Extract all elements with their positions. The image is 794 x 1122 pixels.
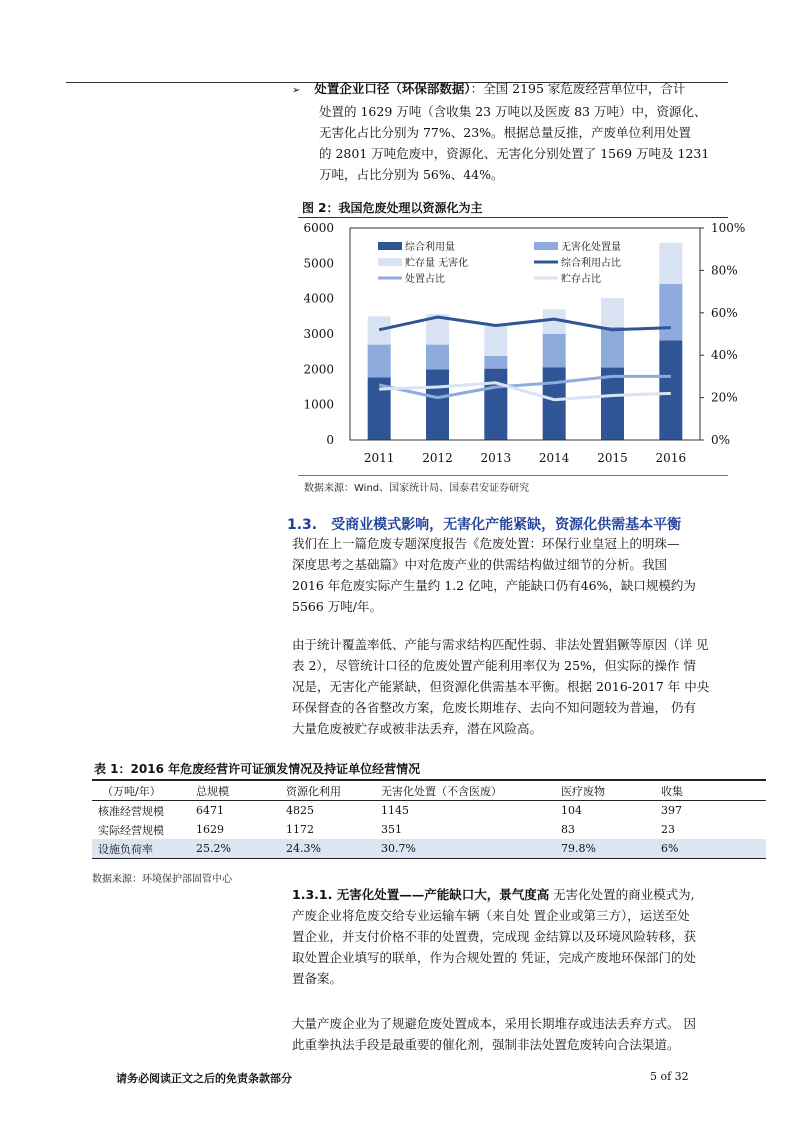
y2-tick-label: 0% bbox=[711, 433, 731, 447]
data-table bbox=[92, 779, 766, 859]
x-tick-label: 2014 bbox=[538, 451, 570, 465]
y-tick-label: 6000 bbox=[303, 221, 334, 235]
subsection-title: 1.3.1. 无害化处置——产能缺口大，景气度高 bbox=[292, 887, 550, 902]
bar-segment bbox=[659, 340, 682, 440]
bar-segment bbox=[368, 345, 391, 378]
table-cell: 351 bbox=[381, 823, 402, 836]
bullet-marker: ➢ bbox=[292, 85, 301, 96]
table-cell: 6471 bbox=[196, 804, 224, 817]
section-para-2-line-1: 表 2），尽管统计口径的危废处置产能利用率仅为 25%，但实际的操作 情 bbox=[292, 658, 696, 673]
section-para-1-line-0: 我们在上一篇危废专题深度报告《危废处置：环保行业皇冠上的明珠— bbox=[292, 536, 680, 551]
bar-segment bbox=[426, 345, 449, 370]
bar-segment bbox=[426, 369, 449, 440]
section-para-1 bbox=[292, 533, 742, 617]
bar-segment bbox=[484, 369, 507, 440]
y-tick-label: 2000 bbox=[303, 362, 334, 377]
bar-segment bbox=[484, 326, 507, 356]
legend-label: 无害化处置量 bbox=[561, 242, 621, 253]
footer-disclaimer: 请务必阅读正文之后的免责条款部分 bbox=[116, 1072, 292, 1085]
table-cell: 25.2% bbox=[196, 842, 231, 855]
bullet-line-1: 处置的 1629 万吨（含收集 23 万吨以及医废 83 万吨）中，资源化、 bbox=[319, 104, 707, 119]
series-line bbox=[379, 317, 671, 330]
table-header-medical: 医疗废物 bbox=[561, 784, 605, 798]
table-cell: 设施负荷率 bbox=[98, 842, 153, 856]
table-row bbox=[92, 820, 766, 839]
legend-label: 综合利用占比 bbox=[561, 258, 621, 269]
y2-tick-label: 100% bbox=[711, 221, 746, 235]
table-cell: 6% bbox=[661, 842, 679, 855]
table-cell: 1172 bbox=[286, 823, 314, 836]
bar-segment bbox=[659, 243, 682, 284]
table-header-resource: 资源化利用 bbox=[286, 784, 341, 798]
table-caption: 表 1：2016 年危废经营许可证颁发情况及持证单位经营情况 bbox=[94, 762, 421, 776]
bullet-paragraph bbox=[292, 78, 732, 185]
subsection-para-1 bbox=[292, 884, 742, 989]
table-cell: 实际经营规模 bbox=[98, 823, 164, 837]
bullet-line-3: 的 2801 万吨危废中，资源化、无害化分别处置了 1569 万吨及 1231 bbox=[319, 146, 710, 161]
table-cell: 核准经营规模 bbox=[98, 804, 164, 818]
subsection-para-2-line-0: 大量产废企业为了规避危废处置成本，采用长期堆存或违法丢弃方式。 因 bbox=[292, 1016, 696, 1031]
bullet-lead: 处置企业口径（环保部数据） bbox=[314, 81, 471, 96]
y2-tick-label: 40% bbox=[711, 348, 738, 363]
section-title: 受商业模式影响，无害化产能紧缺，资源化供需基本平衡 bbox=[331, 517, 682, 533]
section-para-1-line-1: 深度思考之基础篇》中对危废产业的供需结构做过细节的分析。我国 bbox=[292, 557, 668, 572]
y-tick-label: 5000 bbox=[303, 256, 334, 271]
y2-tick-label: 80% bbox=[711, 263, 738, 278]
y2-tick-label: 60% bbox=[711, 305, 738, 320]
table-cell: 397 bbox=[661, 804, 682, 817]
bar-segment bbox=[368, 316, 391, 344]
table-header-row bbox=[92, 780, 766, 801]
x-tick-label: 2013 bbox=[480, 451, 512, 465]
subsection-para-2-line-1: 此重拳执法手段是最重要的催化剂，强制非法处置危废转向合法渠道。 bbox=[292, 1037, 680, 1052]
legend-label: 综合利用量 bbox=[405, 242, 455, 253]
bar-segment bbox=[601, 298, 624, 327]
figure-caption: 图 2：我国危废处理以资源化为主 bbox=[302, 201, 483, 215]
section-para-2-line-2: 况是，无害化产能紧缺，但资源化供需基本平衡。根据 2016-2017 年 中央 bbox=[292, 679, 710, 694]
table-cell: 1145 bbox=[381, 804, 409, 817]
table-header-collect: 收集 bbox=[661, 784, 683, 798]
bar-segment bbox=[543, 334, 566, 367]
bar-segment bbox=[659, 284, 682, 341]
footer-page-number: 5 of 32 bbox=[650, 1070, 689, 1083]
section-para-2-line-4: 大量危废被贮存或被非法丢弃，潜在风险高。 bbox=[292, 721, 543, 736]
x-tick-label: 2012 bbox=[422, 451, 453, 465]
legend-label: 贮存占比 bbox=[561, 274, 601, 285]
section-number: 1.3. bbox=[287, 517, 318, 533]
table-cell: 23 bbox=[661, 823, 675, 836]
section-heading bbox=[287, 514, 681, 534]
table-cell: 24.3% bbox=[286, 842, 321, 855]
x-tick-label: 2011 bbox=[363, 451, 395, 465]
table-cell: 30.7% bbox=[381, 842, 416, 855]
y-tick-label: 0 bbox=[326, 433, 334, 447]
table-header-unit: （万吨/年） bbox=[102, 784, 161, 798]
table-cell: 79.8% bbox=[561, 842, 596, 855]
table-source: 数据来源：环境保护部固管中心 bbox=[92, 874, 232, 885]
figure-source: 数据来源：Wind、国家统计局、国泰君安证券研究 bbox=[304, 483, 530, 494]
table-cell: 4825 bbox=[286, 804, 314, 817]
plot-frame bbox=[350, 228, 700, 440]
subsection-first: 无害化处置的商业模式为, bbox=[549, 887, 695, 902]
section-para-1-line-3: 5566 万吨/年。 bbox=[292, 599, 382, 614]
bar-segment bbox=[601, 327, 624, 368]
table-cell: 104 bbox=[561, 804, 582, 817]
bar-segment bbox=[543, 367, 566, 440]
x-tick-label: 2015 bbox=[597, 451, 628, 465]
bullet-line-2: 无害化占比分别为 77%、23%。根据总量反推，产废单位利用处置 bbox=[319, 125, 692, 140]
section-para-2 bbox=[292, 634, 742, 739]
y-tick-label: 1000 bbox=[303, 397, 334, 412]
table-cell: 83 bbox=[561, 823, 575, 836]
subsection-line-0: 产废企业将危废交给专业运输车辆（来自处 置企业或第三方），运送至处 bbox=[292, 908, 690, 923]
bullet-line-4: 万吨，占比分别为 56%、44%。 bbox=[319, 167, 504, 182]
legend-swatch bbox=[378, 258, 402, 266]
table-row bbox=[92, 839, 766, 859]
y2-tick-label: 20% bbox=[711, 390, 738, 405]
bullet-line-0: ：全国 2195 家危废经营单位中，合计 bbox=[470, 81, 686, 96]
subsection-line-3: 置备案。 bbox=[292, 971, 343, 986]
table-row bbox=[92, 801, 766, 821]
table-cell: 1629 bbox=[196, 823, 224, 836]
legend-swatch bbox=[534, 242, 558, 250]
section-para-1-line-2: 2016 年危废实际产生量约 1.2 亿吨，产能缺口仍有46%，缺口规模约为 bbox=[292, 578, 696, 593]
chart bbox=[296, 218, 752, 472]
figure-bottom-rule bbox=[298, 475, 728, 476]
subsection-para-2 bbox=[292, 1013, 742, 1055]
subsection-line-1: 置企业，并支付价格不菲的处置费，完成现 金结算以及环境风险转移，获 bbox=[292, 929, 696, 944]
section-para-2-line-0: 由于统计覆盖率低、产能与需求结构匹配性弱、非法处置猖獗等原因（详 见 bbox=[292, 637, 709, 652]
table-header-harmless: 无害化处置（不含医废） bbox=[381, 784, 502, 798]
legend-label: 贮存量 无害化 bbox=[405, 258, 469, 269]
section-para-2-line-3: 环保督查的各省整改方案，危废长期堆存、去向不知问题较为普遍， 仍有 bbox=[292, 700, 696, 715]
y-tick-label: 4000 bbox=[303, 291, 334, 306]
legend-swatch bbox=[378, 242, 402, 250]
legend-label: 处置占比 bbox=[405, 274, 445, 285]
table-header-total: 总规模 bbox=[196, 784, 229, 798]
subsection-line-2: 取处置企业填写的联单，作为合规处置的 凭证，完成产废地环保部门的处 bbox=[292, 950, 696, 965]
x-tick-label: 2016 bbox=[655, 451, 687, 465]
bar-segment bbox=[484, 356, 507, 369]
y-tick-label: 3000 bbox=[303, 327, 334, 341]
